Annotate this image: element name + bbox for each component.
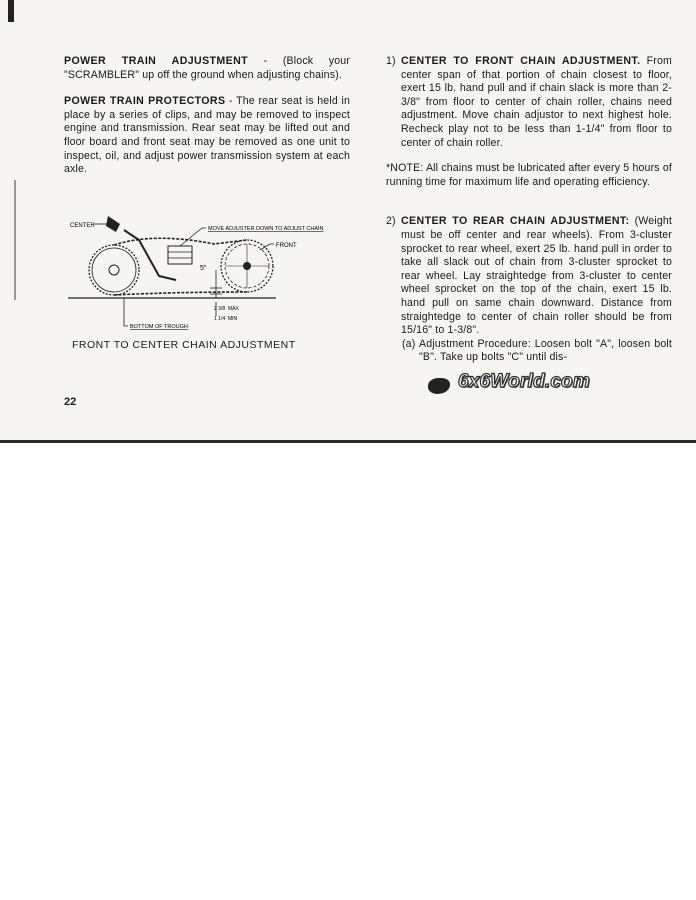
item-1-body: From center span of that portion of chain closest to floor, exert 15 lb. hand pull and if chain slack is more than 2-3/8" from floor to center of chain roller, chains need adjustment. Move chain adjustor to next highest hole. Recheck play not to be less than 1-1/4" from floor to center of chain roller. xyxy=(401,55,672,149)
note-label: *NOTE: xyxy=(386,162,424,175)
item-2-body: (Weight must be off center and rear wheels). From 3-cluster sprocket to rear wheel, exert 25 lb. hand pull in order to take all slack out of chain from 3-cluster sprocket to rear wheel. Lay straightedge from 3-cluster to center wheel sprocket on the top of the chain, exert 15 lb. hand pull on same chain downward. Distance from straightedge to center of chain roller should be from 15/16" to 1-3/8". xyxy=(401,215,673,337)
center-wheel-icon xyxy=(89,245,139,295)
lubrication-note xyxy=(386,162,672,189)
drive-chain-icon xyxy=(114,238,247,295)
power-train-protectors-body: - The rear seat is held in place by a series of clips, and may be removed to inspect engine and transmission. Rear seat may be lifted out and floor board and front seat may be removed as one unit to inspect, oil, and adjust power transmission system at each axle. xyxy=(64,95,350,176)
label-front: FRONT xyxy=(276,243,297,249)
item-2-heading: CENTER TO REAR CHAIN ADJUSTMENT: xyxy=(401,215,630,228)
power-train-protectors-paragraph xyxy=(64,95,350,177)
label-move-adjuster: MOVE ADJUSTER DOWN TO ADJUST CHAIN xyxy=(208,226,324,232)
sub-item-label: (a) xyxy=(402,337,416,350)
front-wheel-icon xyxy=(221,240,273,292)
chain-adjustment-diagram xyxy=(64,210,360,335)
label-max-value: 2 3/8 xyxy=(214,306,226,312)
power-train-adjustment-heading: POWER TRAIN ADJUSTMENT xyxy=(64,55,249,67)
sub-item-body: Adjustment Procedure: Loosen bolt "A", loosen bolt "B". Take up bolts "C" until dis- xyxy=(419,337,672,364)
label-min-unit: MIN xyxy=(228,316,238,322)
page-bottom-edge xyxy=(0,440,696,443)
power-train-adjustment-paragraph xyxy=(64,55,350,82)
power-train-protectors-heading: POWER TRAIN PROTECTORS xyxy=(64,95,226,108)
page-number: 22 xyxy=(64,396,77,408)
item-center-to-rear xyxy=(386,215,672,365)
binding-mark-left xyxy=(14,180,16,300)
power-train-adjustment-body: - (Block your "SCRAMBLER" up off the ground when adjusting chains). xyxy=(64,55,350,81)
watermark-logo: 6x6World.com xyxy=(458,371,590,392)
right-column xyxy=(386,55,672,365)
label-max-unit: MAX xyxy=(228,306,239,312)
label-min-value: 1 1/4 xyxy=(214,316,226,322)
note-body: All chains must be lubricated after every 5 hours of running time for maximum life and operating efficiency. xyxy=(386,162,672,188)
adjustment-procedure xyxy=(402,338,672,365)
label-span: 5" xyxy=(200,265,207,272)
diagram-caption: FRONT TO CENTER CHAIN ADJUSTMENT xyxy=(72,339,296,351)
label-bottom-of-trough: BOTTOM OF TROUGH xyxy=(130,324,188,330)
item-2-number: 2) xyxy=(386,215,396,228)
item-center-to-front xyxy=(386,55,672,150)
item-1-heading: CENTER TO FRONT CHAIN ADJUSTMENT. xyxy=(401,55,641,67)
binding-mark-top xyxy=(8,0,14,22)
left-column xyxy=(64,55,350,177)
item-1-number: 1) xyxy=(386,55,396,67)
label-center: CENTER xyxy=(70,223,95,229)
